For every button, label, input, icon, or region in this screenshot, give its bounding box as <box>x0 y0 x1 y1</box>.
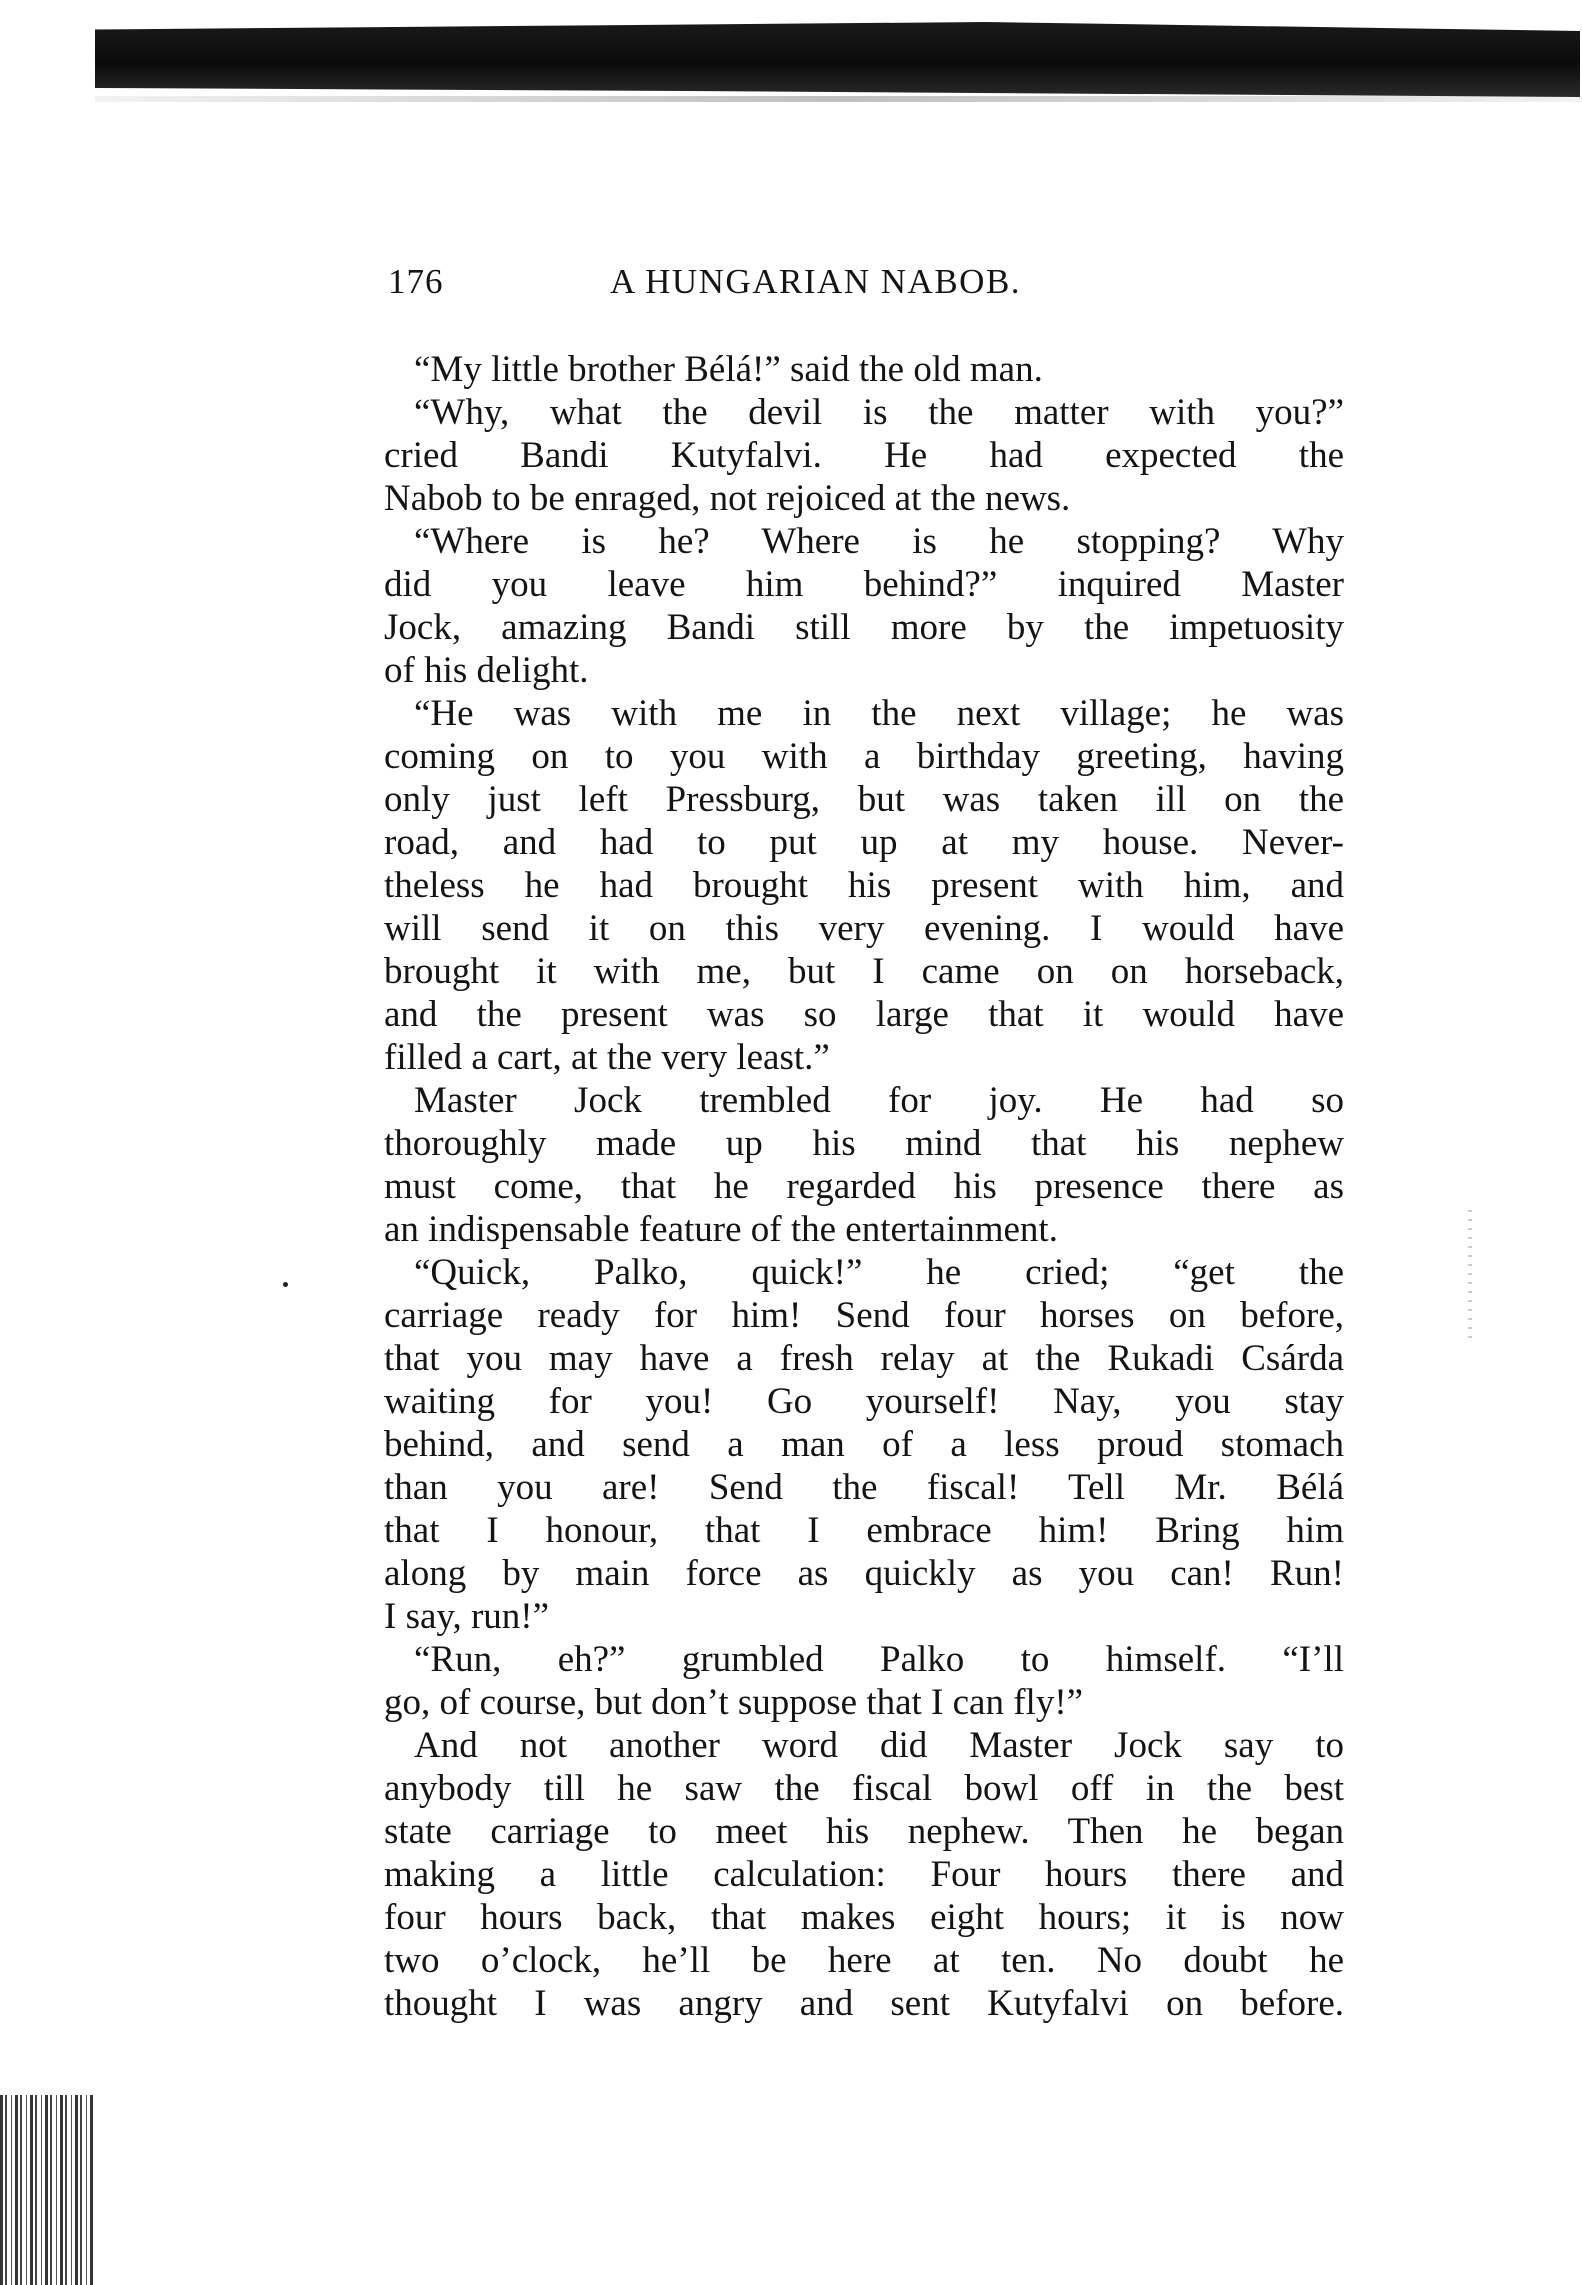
text-line: brought it with me, but I came on on horseback, <box>384 951 1344 992</box>
text-line: “Where is he? Where is he stopping? Why <box>414 521 1344 562</box>
text-line: thoroughly made up his mind that his nephew <box>384 1123 1344 1164</box>
scan-spine-edge <box>0 2095 95 2285</box>
scan-border-top <box>95 22 1580 97</box>
text-line: four hours back, that makes eight hours; it is now <box>384 1897 1344 1938</box>
text-line: “He was with me in the next village; he was <box>414 693 1344 734</box>
running-head <box>388 262 1338 312</box>
text-line: “My little brother Bélá!” said the old man. <box>414 349 1043 390</box>
body-text <box>384 348 1344 2025</box>
text-line: I say, run!” <box>384 1596 550 1637</box>
text-line: carriage ready for him! Send four horses on before, <box>384 1295 1344 1336</box>
text-line: making a little calculation: Four hours there and <box>384 1854 1344 1895</box>
text-line: cried Bandi Kutyfalvi. He had expected the <box>384 435 1344 476</box>
text-line: “Quick, Palko, quick!” he cried; “get the <box>414 1252 1344 1293</box>
text-line: than you are! Send the fiscal! Tell Mr. Bélá <box>384 1467 1344 1508</box>
text-line: road, and had to put up at my house. Never- <box>384 822 1344 863</box>
text-line: two o’clock, he’ll be here at ten. No doubt he <box>384 1940 1344 1981</box>
text-line: state carriage to meet his nephew. Then he began <box>384 1811 1344 1852</box>
text-line: along by main force as quickly as you can! Run! <box>384 1553 1344 1594</box>
text-line: anybody till he saw the fiscal bowl off in the best <box>384 1768 1344 1809</box>
text-line: did you leave him behind?” inquired Master <box>384 564 1344 605</box>
text-line: Jock, amazing Bandi still more by the impetuosity <box>384 607 1344 648</box>
text-line: And not another word did Master Jock say to <box>414 1725 1344 1766</box>
page-number: 176 <box>388 262 444 301</box>
text-line: filled a cart, at the very least.” <box>384 1037 830 1078</box>
text-line: that I honour, that I embrace him! Bring him <box>384 1510 1344 1551</box>
text-line: thought I was angry and sent Kutyfalvi on before. <box>384 1983 1344 2024</box>
text-line: waiting for you! Go yourself! Nay, you stay <box>384 1381 1344 1422</box>
text-line: “Run, eh?” grumbled Palko to himself. “I’ll <box>414 1639 1344 1680</box>
text-line: and the present was so large that it would have <box>384 994 1344 1035</box>
text-line: Master Jock trembled for joy. He had so <box>414 1080 1344 1121</box>
text-line: theless he had brought his present with him, and <box>384 865 1344 906</box>
text-line: “Why, what the devil is the matter with you?” <box>414 392 1344 433</box>
text-line: Nabob to be enraged, not rejoiced at the news. <box>384 478 1071 519</box>
text-line: go, of course, but don’t suppose that I can fly!” <box>384 1682 1084 1723</box>
text-line: only just left Pressburg, but was taken ill on the <box>384 779 1344 820</box>
ink-dot <box>283 1282 288 1287</box>
text-line: will send it on this very evening. I would have <box>384 908 1344 949</box>
text-line: coming on to you with a birthday greeting, having <box>384 736 1344 777</box>
text-line: that you may have a fresh relay at the Rukadi Csárda <box>384 1338 1344 1379</box>
margin-speckle <box>1468 1210 1472 1340</box>
text-line: an indispensable feature of the entertainment. <box>384 1209 1058 1250</box>
text-line: must come, that he regarded his presence there as <box>384 1166 1344 1207</box>
text-line: of his delight. <box>384 650 589 691</box>
text-line: behind, and send a man of a less proud stomach <box>384 1424 1344 1465</box>
scan-border-shadow <box>95 96 1580 102</box>
book-title: A HUNGARIAN NABOB. <box>610 262 1022 301</box>
